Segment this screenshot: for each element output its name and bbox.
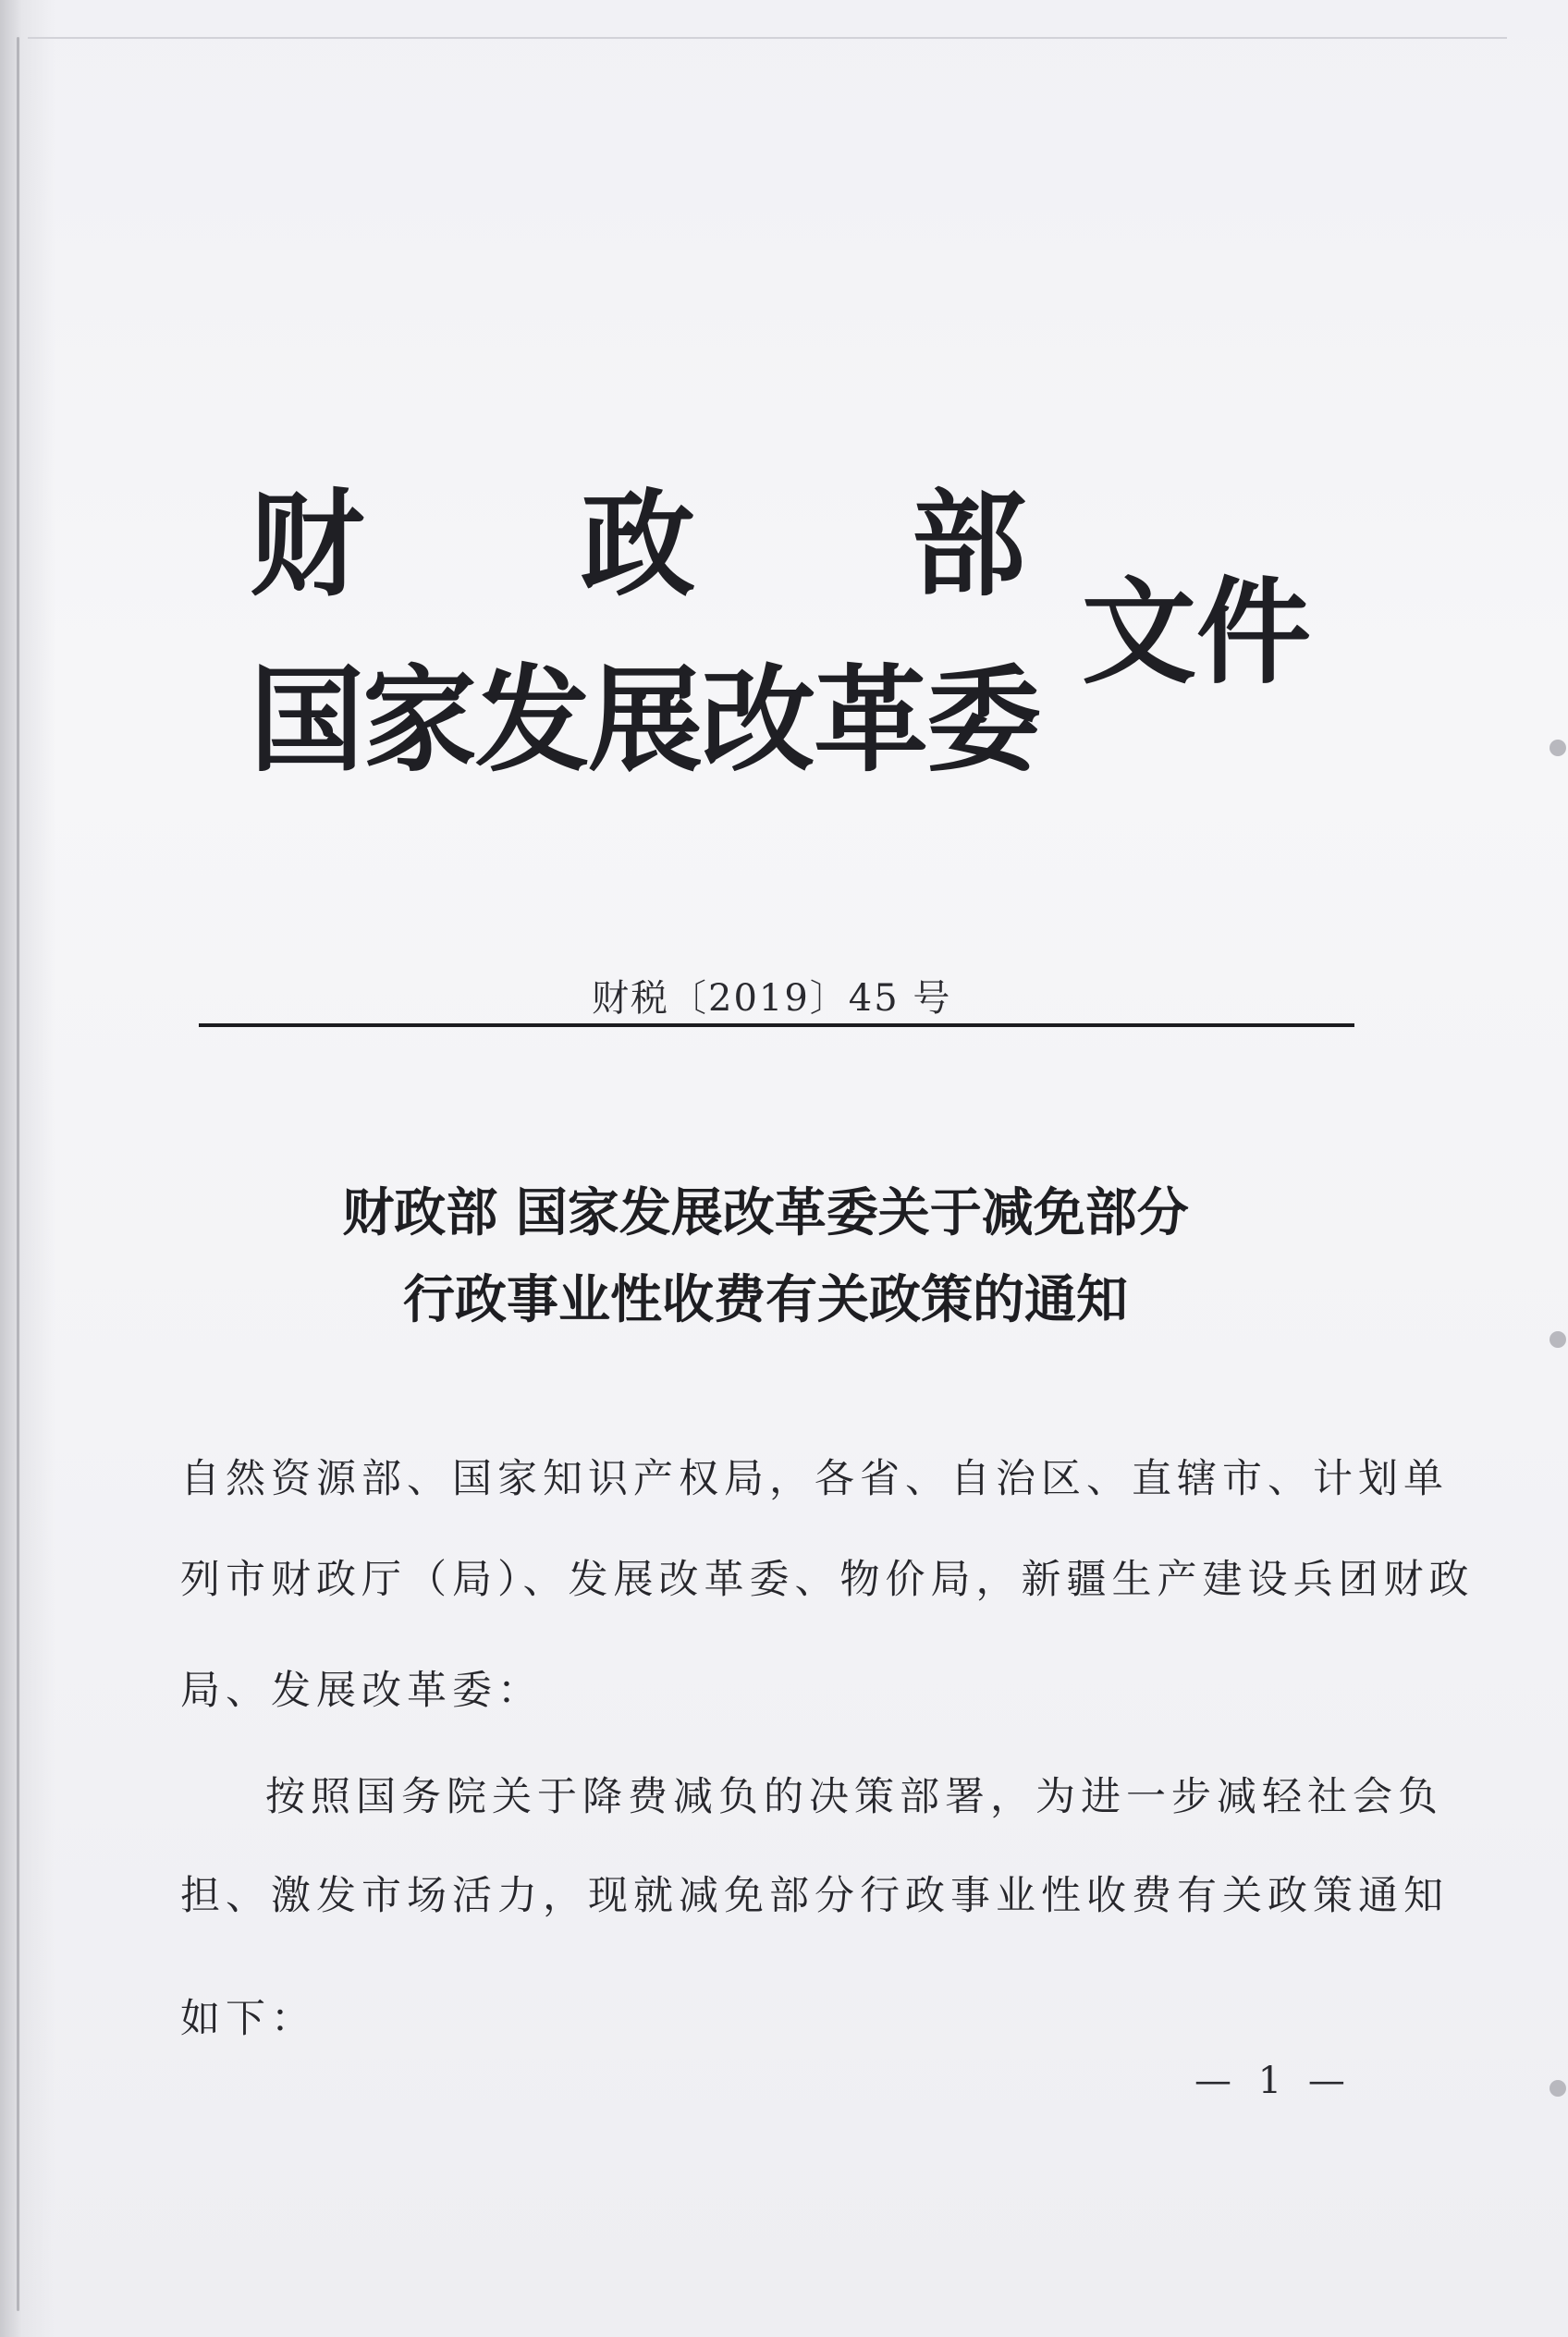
issuer-suffix: 文件 [1082,566,1312,700]
body-line: 担、激发市场活力，现就减免部分行政事业性收费有关政策通知 [180,1873,1449,1919]
body-line: 按照国务院关于降费减负的决策部署，为进一步减轻社会负 [265,1774,1443,1820]
document-title-line-2: 行政事业性收费有关政策的通知 [403,1269,1128,1330]
body-line: 列市财政厅（局）、发展改革委、物价局，新疆生产建设兵团财政 [180,1557,1475,1603]
page-top-edge [28,37,1507,39]
issuer-header [250,453,1359,788]
page-shadow [0,0,55,2337]
binding-hole [1550,1331,1566,1348]
binding-hole [1550,2080,1566,2097]
issuer-char: 财 [250,478,365,612]
header-rule [199,1023,1354,1027]
body-line: 局、发展改革委： [180,1668,543,1714]
document-title-line-1: 财政部 国家发展改革委关于减免部分 [342,1182,1189,1243]
issuer-ministry-of-finance [250,453,1026,618]
binding-hole [1550,740,1566,756]
page-number: — 1 — [1194,2060,1353,2102]
issuer-char: 政 [580,478,695,612]
body-line: 自然资源部、国家知识产权局，各省、自治区、直辖市、计划单 [180,1456,1449,1502]
document-number: 财税〔2019〕45 号 [592,977,952,1020]
issuer-char: 部 [911,478,1026,612]
body-line: 如下： [180,1996,316,2042]
issuer-ndrc: 国家发展改革委 [250,654,1040,788]
